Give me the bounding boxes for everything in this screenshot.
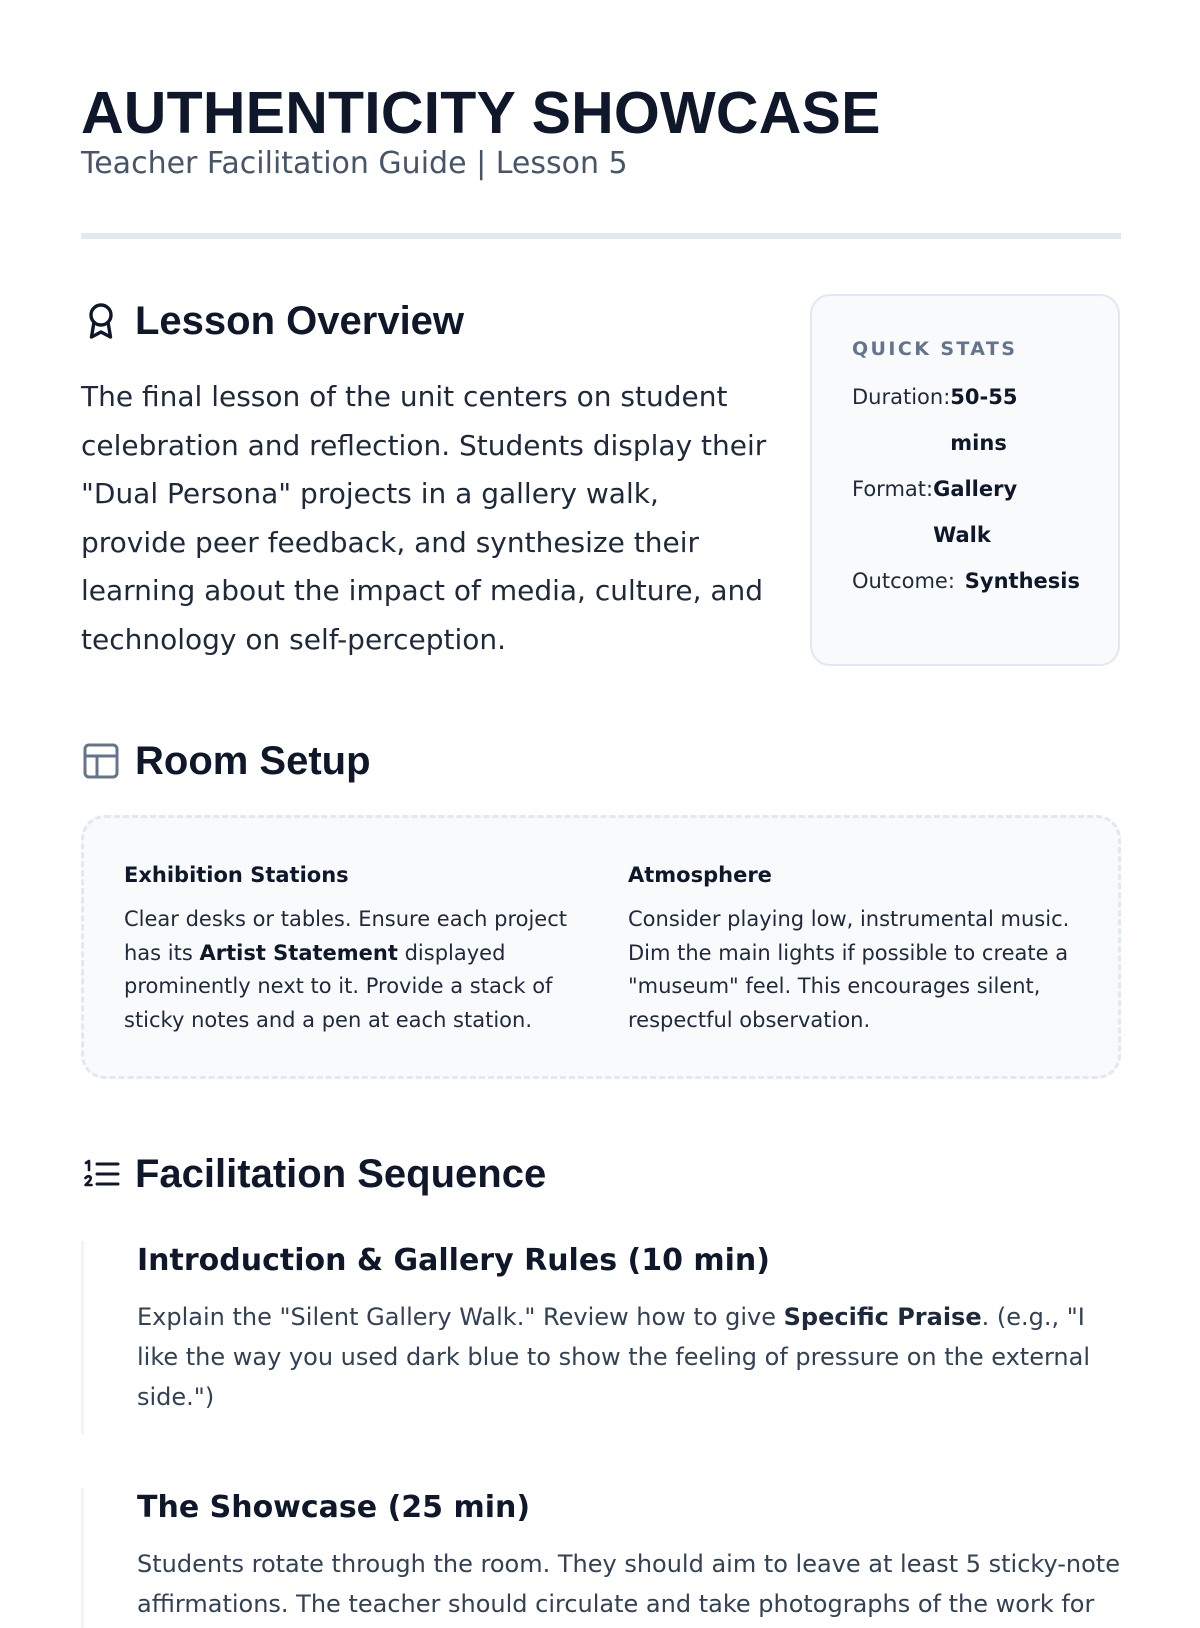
stat-outcome-label: Outcome: [852, 569, 955, 593]
quick-stats-card [810, 294, 1120, 666]
step-text-part: Explain the "Silent Gallery Walk." Review how to give [137, 1303, 784, 1331]
stat-duration-label: Duration: [852, 385, 951, 409]
numbered-list-icon [81, 1154, 121, 1194]
atmosphere-column [628, 860, 1078, 1037]
header-divider [81, 233, 1121, 239]
atmosphere-text: Consider playing low, instrumental music. Dim the main lights if possible to create a "museum" feel. This encourages silent, respectful observation. [628, 907, 1070, 1032]
specific-praise-emphasis: Specific Praise [783, 1303, 982, 1331]
stations-text-part: displayed prominently next to it. Provide a stack of sticky notes and a pen at each station. [124, 940, 553, 1032]
stat-format-value: Gallery Walk [933, 477, 1018, 547]
quick-stats-label: QUICK STATS [852, 338, 1018, 360]
atmosphere-title: Atmosphere [628, 863, 772, 887]
step-text: Students rotate through the room. They should aim to leave at least 5 sticky-note affirmations. The teacher should circulate and take photographs of the work for [137, 1550, 1120, 1618]
room-setup-heading [81, 738, 371, 784]
stat-outcome [852, 558, 1080, 604]
lesson-overview-title: Lesson Overview [135, 299, 465, 343]
artist-statement-emphasis: Artist Statement [199, 940, 398, 965]
award-icon [81, 301, 121, 341]
layout-icon [81, 741, 121, 781]
exhibition-stations-title: Exhibition Stations [124, 863, 349, 887]
exhibition-stations-text [124, 903, 574, 1037]
sequence-step [81, 1488, 1121, 1628]
stat-outcome-value: Synthesis [964, 569, 1080, 593]
exhibition-stations-column [124, 860, 574, 1037]
step-text [137, 1297, 1121, 1417]
stations-text-part: Clear desks or tables. Ensure each project has its [124, 907, 567, 965]
room-setup-title: Room Setup [135, 739, 371, 783]
step-title: Introduction & Gallery Rules (10 min) [137, 1243, 771, 1278]
stat-duration-value: 50-55 mins [950, 385, 1018, 455]
page-title: AUTHENTICITY SHOWCASE [81, 80, 881, 146]
stat-format [852, 466, 1080, 558]
facilitation-sequence-heading [81, 1151, 546, 1197]
lesson-overview-heading [81, 298, 464, 344]
lesson-overview-text: The final lesson of the unit centers on student celebration and reflection. Students display their "Dual Persona" projects in a gallery walk, provide peer feedback, and synthesize their learning about the impact of media, culture, and technology on self-perception. [81, 380, 767, 656]
stat-duration [852, 374, 1080, 466]
step-text-part: . (e.g., "I like the way you used dark blue to show the feeling of pressure on the external side.") [137, 1303, 1091, 1411]
facilitation-sequence-title: Facilitation Sequence [135, 1152, 547, 1196]
room-setup-box [81, 815, 1121, 1079]
page-subtitle: Teacher Facilitation Guide | Lesson 5 [81, 146, 628, 181]
step-title: The Showcase (25 min) [137, 1490, 531, 1525]
page-header [81, 80, 1121, 182]
stat-format-label: Format: [852, 477, 934, 501]
sequence-step [81, 1241, 1121, 1434]
